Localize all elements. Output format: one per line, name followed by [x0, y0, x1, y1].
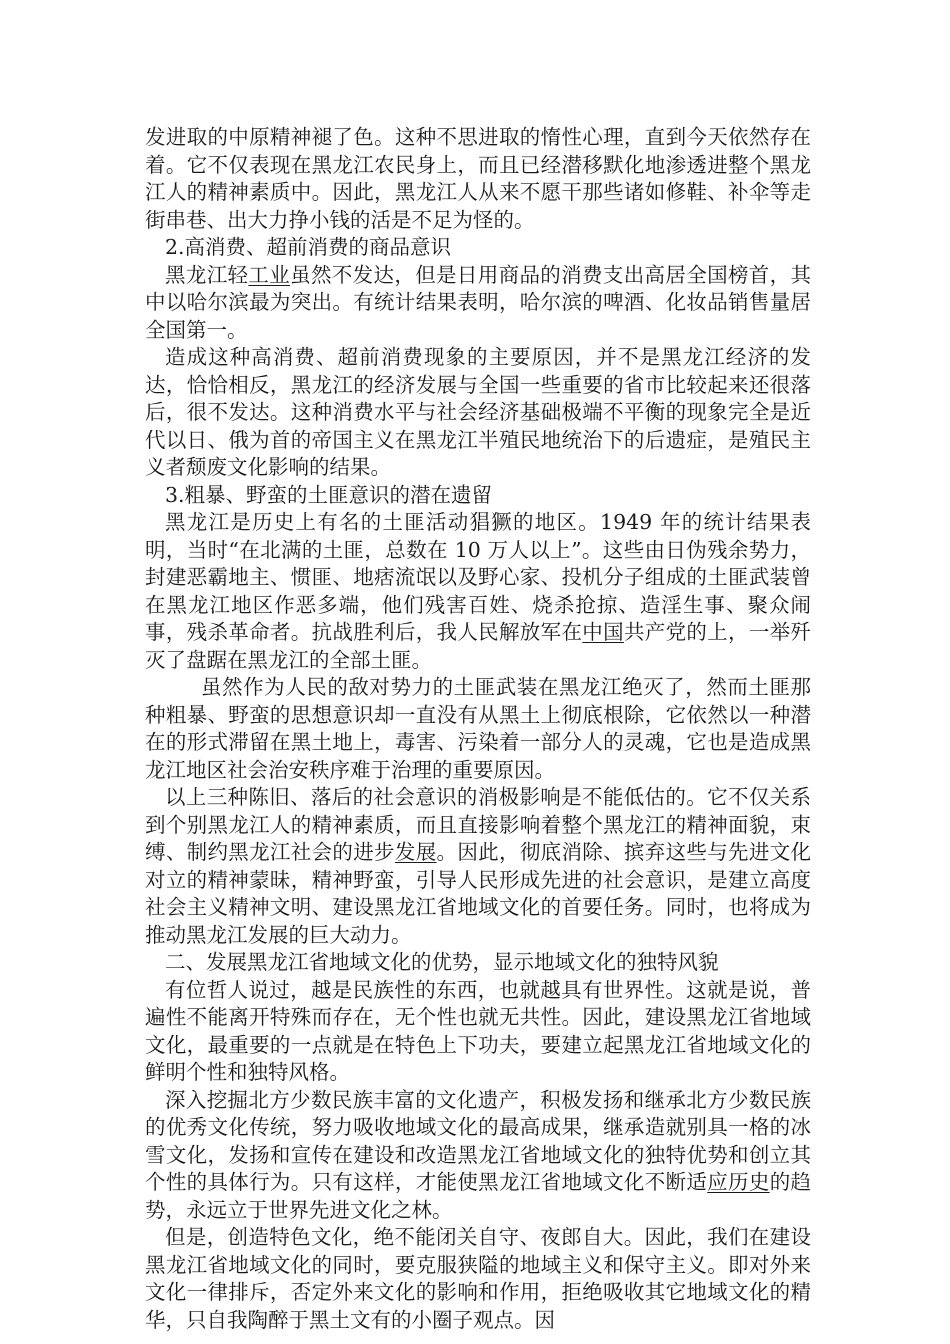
link-zhongguo[interactable]: 中国	[582, 620, 624, 644]
section-heading-4: 二、发展黑龙江省地域文化的优势，显示地域文化的独特风貌	[165, 950, 719, 974]
link-gongye[interactable]: 工业	[248, 262, 291, 287]
paragraph-8	[145, 1087, 811, 1225]
paragraph-1: 发进取的中原精神褪了色。这种不思进取的惰性心理，直到今天依然存在着。它不仅表现在黑龙江农民身上，而且已经潜移默化地渗透进整个黑龙江人的精神素质中。因此，黑龙江人从来不愿干那些诸如修鞋、补伞等走街串巷、出大力挣小钱的活是不足为怪的。	[145, 125, 811, 232]
link-fazhan[interactable]: 发展	[394, 840, 437, 864]
paragraph-6-text-b: 。因此，彻底消除、摈弃这些与先进文化对立的精神蒙昧，精神野蛮，引导人民形成先进的社会意识，是建立高度社会主义精神文明、建设黑龙江省地域文化的首要任务。同时，也将成为推动黑龙江发展的巨大动力。	[145, 840, 812, 947]
paragraph-7: 有位哲人说过，越是民族性的东西，也就越具有世界性。这就是说，普遍性不能离开特殊而存在，无个性也就无共性。因此，建设黑龙江省地域文化，最重要的一点就是在特色上下功夫，要建立起黑龙江省地域文化的鲜明个性和独特风格。	[145, 977, 811, 1084]
paragraph-6-text-a: 以上三种陈旧、落后的社会意识的消极影响是不能低估的。它不仅关系到个别黑龙江人的精神素质，而且直接影响着整个黑龙江的精神面貌，束缚、制约黑龙江社会的进步	[145, 785, 811, 864]
paragraph-2-text-a: 黑龙江轻	[165, 262, 249, 287]
paragraph-2	[145, 262, 811, 345]
link-lishi[interactable]: 应历史	[707, 1170, 770, 1194]
paragraph-4-text-b: 共产党的上，一举歼灭了盘踞在黑龙江的全部土匪。	[145, 620, 812, 672]
paragraph-8-text-a: 深入挖掘北方少数民族丰富的文化遗产，积极发扬和继承北方少数民族的优秀文化传统，努力吸收地域文化的最高成果，继承造就别具一格的冰雪文化，发扬和宣传在建设和改造黑龙江省地域文化的独特优势和创立其个性的具体行为。只有这样，才能使黑龙江省地域文化不断适	[145, 1087, 811, 1194]
paragraph-8-text-b: 的趋势，永远立于世界先进文化之林。	[145, 1170, 812, 1222]
paragraph-9: 但是，创造特色文化，绝不能闭关自守、夜郎自大。因此，我们在建设黑龙江省地域文化的同时，要克服狭隘的地域主义和保守主义。即对外来文化一律排斥，否定外来文化的影响和作用，拒绝吸收其它地域文化的精华，只自我陶醉于黑土文有的小圈子观点。因	[145, 1225, 811, 1332]
document-page	[145, 124, 811, 1334]
paragraph-4	[145, 509, 811, 674]
paragraph-4-text-a: 黑龙江是历史上有名的土匪活动猖獗的地区。1949 年的统计结果表明，当时“在北满的土匪，总数在 10 万人以上”。这些由日伪残余势力，封建恶霸地主、惯匪、地痞流氓以及野心家、投机分子组成的土匪武装曾在黑龙江地区作恶多端，他们残害百姓、烧杀抢掠、造淫生事、聚众闹事，残杀革命者。抗战胜利后，我人民解放军在	[145, 510, 811, 644]
paragraph-2-text-b: 虽然不发达，但是日用商品的消费支出高居全国榜首，其中以哈尔滨最为突出。有统计结果表明，哈尔滨的啤酒、化妆品销售量居全国第一。	[145, 262, 812, 342]
paragraph-5: 虽然作为人民的敌对势力的土匪武装在黑龙江绝灭了，然而土匪那种粗暴、野蛮的思想意识却一直没有从黑土上彻底根除，它依然以一种潜在的形式滞留在黑土地上，毒害、污染着一部分人的灵魂，它也是造成黑龙江地区社会治安秩序难于治理的重要原因。	[145, 675, 811, 782]
paragraph-3: 造成这种高消费、超前消费现象的主要原因，并不是黑龙江经济的发达，恰恰相反，黑龙江的经济发展与全国一些重要的省市比较起来还很落后，很不发达。这种消费水平与社会经济基础极端不平衡的现象完全是近代以日、俄为首的帝国主义在黑龙江半殖民地统治下的后遗症，是殖民主义者颓废文化影响的结果。	[145, 345, 811, 479]
section-heading-3: 3.粗暴、野蛮的土匪意识的潜在遗留	[165, 482, 493, 507]
paragraph-6	[145, 784, 811, 949]
section-heading-2: 2.高消费、超前消费的商品意识	[165, 235, 452, 259]
